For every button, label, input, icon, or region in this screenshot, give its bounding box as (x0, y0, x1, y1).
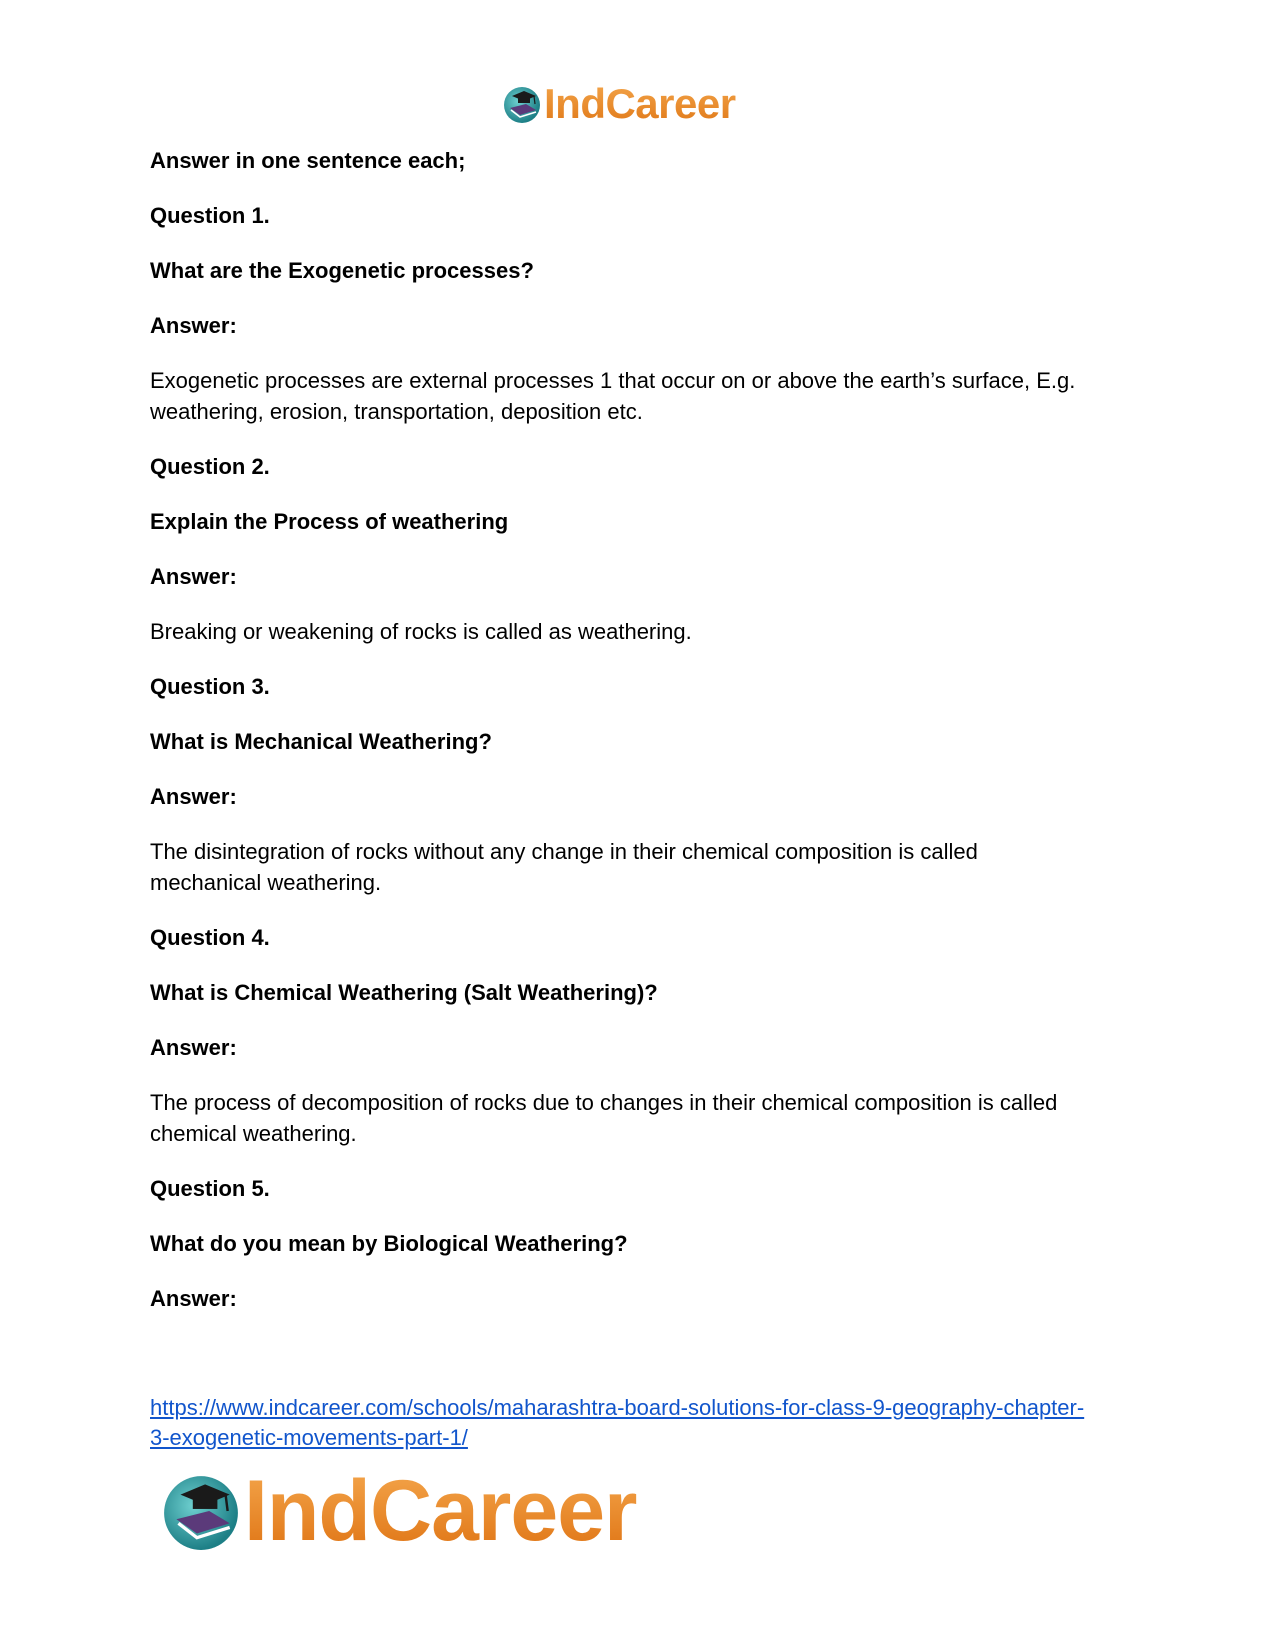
answer-label: Answer: (150, 784, 237, 809)
question-text: Explain the Process of weathering (150, 509, 509, 534)
answer-text (150, 365, 1130, 427)
document-body (150, 145, 1130, 1314)
answer-text (150, 616, 1130, 647)
answer-line: weathering, erosion, transportation, deposition etc. (150, 399, 643, 424)
question-text: What are the Exogenetic processes? (150, 258, 534, 283)
graduation-cap-book-globe-icon (160, 1470, 242, 1552)
question-number: Question 3. (150, 674, 270, 699)
source-link[interactable] (150, 1393, 1140, 1453)
question-number: Question 1. (150, 203, 270, 228)
logo-wordmark: IndCareer (544, 80, 736, 127)
graduation-cap-book-globe-icon (502, 84, 542, 124)
answer-text (150, 1087, 1130, 1149)
header-logo (502, 82, 736, 126)
answer-text (150, 836, 1130, 898)
answer-line: chemical weathering. (150, 1121, 357, 1146)
footer-logo (160, 1463, 637, 1559)
answer-label: Answer: (150, 1035, 237, 1060)
answer-line: mechanical weathering. (150, 870, 382, 895)
answer-line: The disintegration of rocks without any change in their chemical composition is called (150, 839, 978, 864)
intro-heading: Answer in one sentence each; (150, 148, 466, 173)
answer-line: Breaking or weakening of rocks is called as weathering. (150, 619, 692, 644)
question-text: What is Chemical Weathering (Salt Weathering)? (150, 980, 658, 1005)
question-text: What is Mechanical Weathering? (150, 729, 492, 754)
answer-label: Answer: (150, 1286, 237, 1311)
question-text: What do you mean by Biological Weathering? (150, 1231, 628, 1256)
answer-line: Exogenetic processes are external processes 1 that occur on or above the earth’s surface, E.g. (150, 368, 1076, 393)
question-number: Question 5. (150, 1176, 270, 1201)
question-number: Question 4. (150, 925, 270, 950)
question-number: Question 2. (150, 454, 270, 479)
answer-label: Answer: (150, 564, 237, 589)
answer-label: Answer: (150, 313, 237, 338)
source-link-line2[interactable]: 3-exogenetic-movements-part-1/ (150, 1425, 468, 1450)
source-link-line1[interactable]: https://www.indcareer.com/schools/maharashtra-board-solutions-for-class-9-geography-chapter- (150, 1395, 1085, 1420)
answer-line: The process of decomposition of rocks due to changes in their chemical composition is called (150, 1090, 1058, 1115)
logo-wordmark: IndCareer (244, 1463, 637, 1559)
